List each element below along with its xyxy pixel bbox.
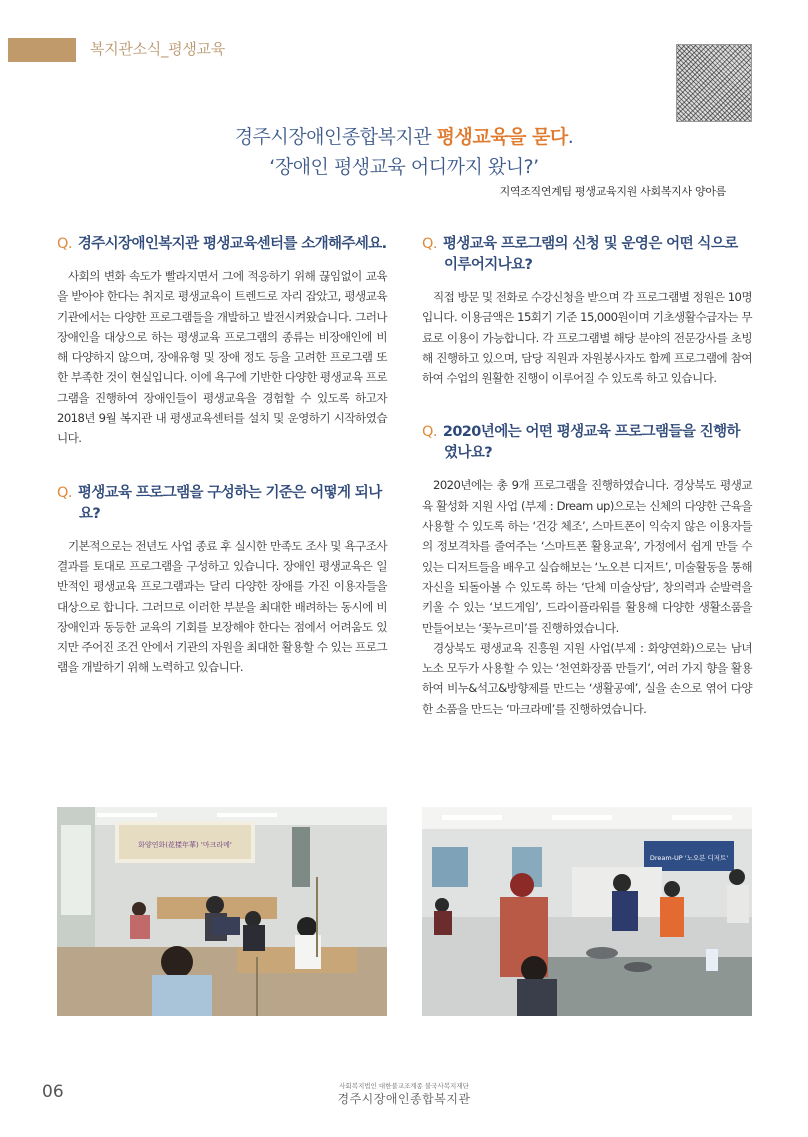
question-heading	[57, 483, 387, 525]
footer-foundation: 사회복지법인 대한불교조계종 불국사복지재단	[339, 1082, 469, 1090]
headline-line-1	[0, 122, 808, 149]
photo-macrame-class	[57, 807, 387, 1016]
answer-paragraph: 직접 방문 및 전화로 수강신청을 받으며 각 프로그램별 정원은 10명입니다. 이용금액은 15회기 기준 15,000원이며 기초생활수급자는 무료로 이용이 가능합니다. 각 프로그램별 해당 분야의 전문강사를 초빙해 진행하고 있으며, 담당 직원과 자원봉사자도 함께 프로그램에 참여하여 수업의 원활한 진행이 이루어질 수 있도록 하고 있습니다.	[422, 290, 752, 386]
q-marker: Q.	[57, 236, 72, 252]
photo1-banner-text: 화양연화(花樣年華) '마크라메'	[138, 841, 232, 849]
photo-dessert-class	[422, 807, 752, 1016]
question-heading	[422, 422, 752, 464]
q-marker: Q.	[57, 484, 72, 501]
answer-paragraph: 경상북도 평생교육 진흥원 지원 사업(부제 : 화양연화)으로는 남녀노소 모두가 사용할 수 있는 ‘천연화장품 만들기’, 여러 가지 향을 활용하여 비누&석고&방향제를 만드는 ‘생활공예’, 실을 손으로 엮어 다양한 소품을 만드는 ‘마크라메’를 진행하였습니다.	[422, 640, 752, 716]
headline-prefix: 경주시장애인종합복지관	[234, 126, 437, 148]
right-column	[422, 234, 752, 719]
question-heading	[57, 234, 387, 255]
left-column	[57, 234, 387, 678]
headline-line-2: ‘장애인 평생교육 어디까지 왔니?’	[269, 156, 539, 178]
question-text: 경주시장애인복지관 평생교육센터를 소개해주세요.	[77, 236, 387, 252]
answer-paragraph: 2020년에는 총 9개 프로그램을 진행하였습니다. 경상북도 평생교육 활성화 지원 사업 (부제 : Dream up)으로는 신체의 다양한 근육을 사용할 수 있도록 하는 ‘건강 체조’, 스마트폰이 익숙지 않은 이용자들의 정보격차를 줄여주는 ‘스마트폰 활용교육’, 가정에서 쉽게 만들 수 있는 디저트들을 배우고 실습해보는 ‘노오븐 디저트’, 미술활동을 통해 자신을 되돌아볼 수 있도록 하는 ‘단체 미술상담’, 창의력과 순발력을 키울 수 있는 ‘보드게임’, 드라이플라워를 활용해 다양한 생활소품을 만들어보는 ‘꽃누르미’를 진행하였습니다.	[422, 478, 752, 635]
byline: 지역조직연계팀 평생교육지원 사회복지사 양아름	[499, 185, 726, 198]
headline-accent: 평생교육을 묻다	[436, 126, 568, 148]
section-title: 복지관소식_평생교육	[90, 40, 225, 58]
q-marker: Q.	[422, 424, 437, 441]
qr-code-icon	[676, 44, 752, 122]
question-text: 평생교육 프로그램의 신청 및 운영은 어떤 식으로 이루어지나요?	[442, 236, 738, 273]
headline-suffix: .	[567, 126, 574, 148]
question-text: 평생교육 프로그램을 구성하는 기준은 어떻게 되나요?	[77, 484, 382, 522]
answer-paragraph: 사회의 변화 속도가 빨라지면서 그에 적응하기 위해 끊임없이 교육을 받아야 한다는 취지로 평생교육이 트렌드로 자리 잡았고, 평생교육기관에서는 다양한 프로그램들을 개발하고 발전시켜왔습니다. 그러나 장애인을 대상으로 하는 평생교육 프로그램의 종류는 비장애인에 비해 다양하지 않으며, 장애유형 및 장애 정도 등을 고려한 프로그램 또한 부족한 것이 현실입니다. 이에 욕구에 기반한 다양한 평생교육 프로그램을 진행하여 장애인들이 평생교육을 경험할 수 있도록 하고자 2018년 9월 복지관 내 평생교육센터를 설치 및 운영하기 시작하였습니다.	[57, 269, 387, 446]
answer-paragraph: 기본적으로는 전년도 사업 종료 후 실시한 만족도 조사 및 욕구조사 결과를 토대로 프로그램을 구성하고 있습니다. 장애인 평생교육은 일반적인 평생교육 프로그램과는 달리 다양한 장애를 가진 이용자들을 대상으로 합니다. 그러므로 이러한 부분을 최대한 배려하는 동시에 비장애인과 동등한 교육의 기회를 보장해야 한다는 점에서 어려움도 있지만 주어진 조건 안에서 기관의 자원을 최대한 활용할 수 있는 프로그램을 개발하기 위해 노력하고 있습니다.	[57, 538, 387, 675]
section-color-tab	[8, 38, 76, 62]
q-marker: Q.	[422, 236, 437, 252]
question-heading	[422, 234, 752, 276]
page-number: 06	[42, 1082, 64, 1102]
footer-organization: 경주시장애인종합복지관	[337, 1092, 471, 1106]
photo2-banner-text: Dream-UP '노오븐 디저트'	[649, 854, 729, 862]
question-text: 2020년에는 어떤 평생교육 프로그램들을 진행하였나요?	[442, 424, 740, 462]
